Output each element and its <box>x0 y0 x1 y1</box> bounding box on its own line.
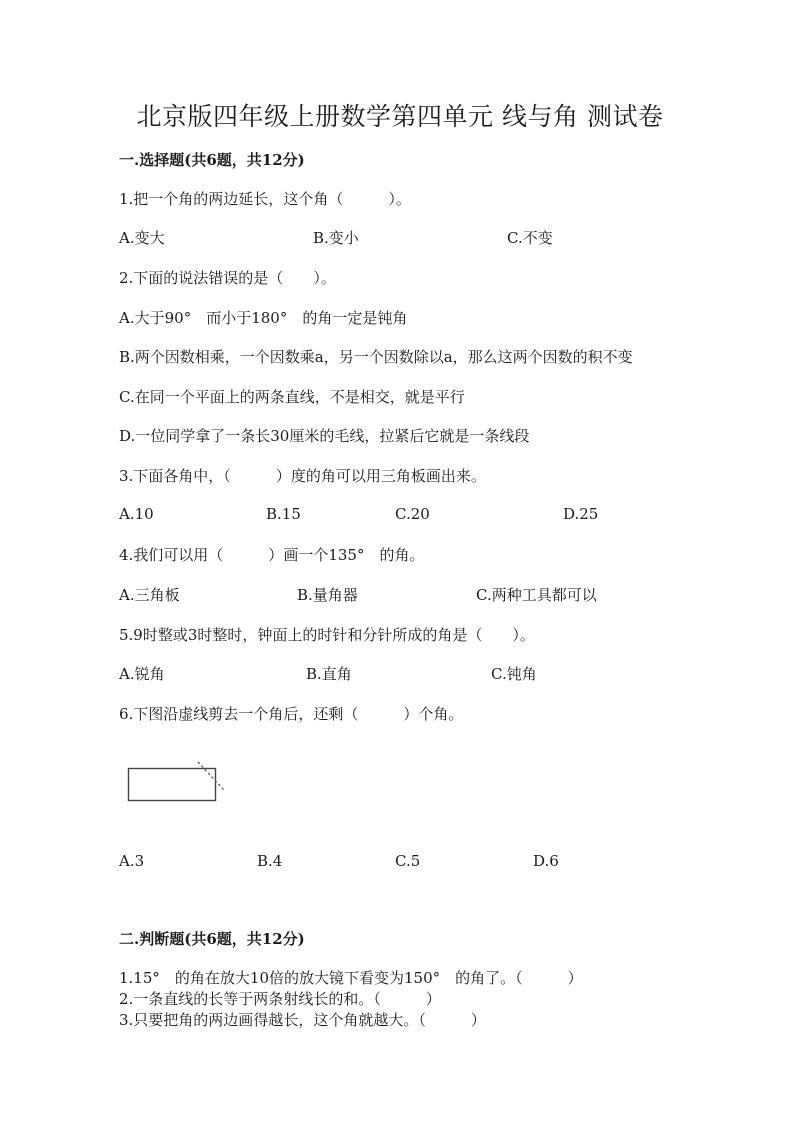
q3-option-a: A.10 <box>119 505 154 523</box>
q5-option-a: A.锐角 <box>119 665 165 683</box>
q3-option-d: D.25 <box>563 505 599 523</box>
rectangle-outline <box>129 769 216 801</box>
page-title: 北京版四年级上册数学第四单元 线与角 测试卷 <box>136 102 664 131</box>
q1-option-b: B.变小 <box>313 229 359 247</box>
q3-option-b: B.15 <box>266 505 301 523</box>
q6-option-d: D.6 <box>533 852 559 870</box>
question-3: 3.下面各角中，（ ）度的角可以用三角板画出来。 <box>119 467 486 485</box>
q6-option-a: A.3 <box>119 852 145 870</box>
q2-option-c: C.在同一个平面上的两条直线，不是相交，就是平行 <box>119 388 465 406</box>
question-5: 5.9时整或3时整时，钟面上的时针和分针所成的角是（ ）。 <box>119 626 535 644</box>
question-4: 4.我们可以用（ ）画一个135° 的角。 <box>119 546 425 564</box>
section-heading-choice: 一.选择题(共6题，共12分) <box>119 151 305 169</box>
q4-option-b: B.量角器 <box>297 586 358 604</box>
judgment-item-1: 1.15° 的角在放大10倍的放大镜下看变为150° 的角了。（ ） <box>119 969 583 987</box>
rectangle-figure <box>124 758 234 808</box>
q4-option-c: C.两种工具都可以 <box>476 586 597 604</box>
q1-option-a: A.变大 <box>119 229 165 247</box>
q2-option-d: D.一位同学拿了一条长30厘米的毛线，拉紧后它就是一条线段 <box>119 427 530 445</box>
q2-option-b: B.两个因数相乘，一个因数乘a，另一个因数除以a，那么这两个因数的积不变 <box>119 348 633 366</box>
q6-option-b: B.4 <box>257 852 283 870</box>
q3-option-c: C.20 <box>395 505 430 523</box>
q6-option-c: C.5 <box>395 852 421 870</box>
section-heading-judgment: 二.判断题(共6题，共12分) <box>119 930 305 948</box>
question-1: 1.把一个角的两边延长，这个角（ ）。 <box>119 190 411 208</box>
question-6: 6.下图沿虚线剪去一个角后，还剩（ ）个角。 <box>119 705 464 723</box>
dashed-cut-line <box>198 762 224 790</box>
question-2: 2.下面的说法错误的是（ ）。 <box>119 269 336 287</box>
q5-option-b: B.直角 <box>306 665 352 683</box>
q1-option-c: C.不变 <box>507 229 553 247</box>
q5-option-c: C.钝角 <box>491 665 537 683</box>
judgment-item-3: 3.只要把角的两边画得越长，这个角就越大。（ ） <box>119 1011 486 1029</box>
q4-option-a: A.三角板 <box>119 586 180 604</box>
q2-option-a: A.大于90° 而小于180° 的角一定是钝角 <box>119 309 408 327</box>
judgment-item-2: 2.一条直线的长等于两条射线长的和。（ ） <box>119 990 441 1008</box>
